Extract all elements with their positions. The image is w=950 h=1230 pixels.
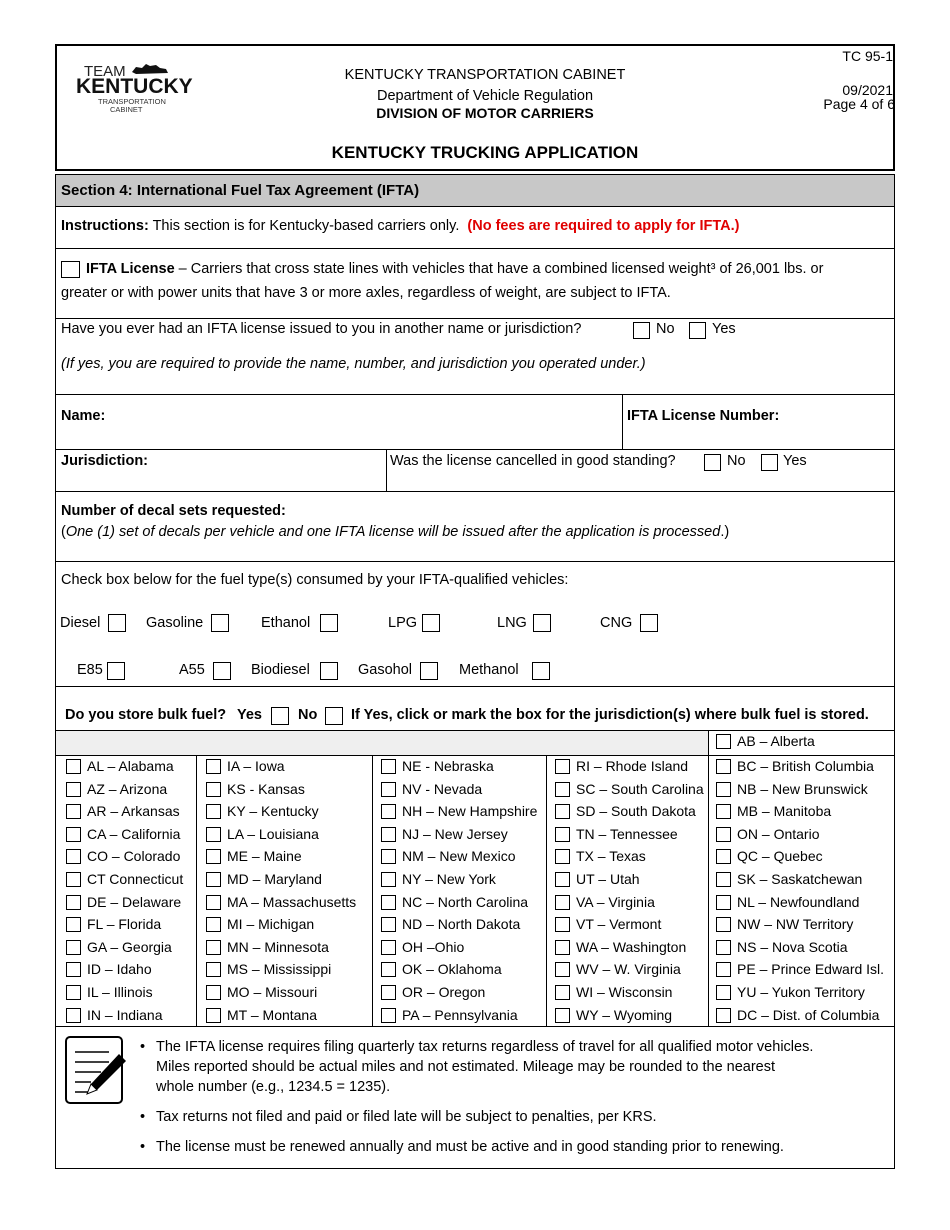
- note-text: whole number (e.g., 1234.5 = 1235).: [156, 1079, 391, 1095]
- jurisdiction-option[interactable]: [66, 936, 172, 958]
- grid-divider: [372, 755, 373, 1026]
- jurisdiction-checkbox[interactable]: [555, 759, 570, 774]
- jurisdiction-option[interactable]: [555, 891, 655, 913]
- jurisdiction-checkbox[interactable]: [206, 895, 221, 910]
- jurisdiction-option[interactable]: [381, 778, 482, 800]
- jurisdiction-checkbox[interactable]: [716, 962, 731, 977]
- jurisdiction-option[interactable]: [66, 778, 167, 800]
- jurisdiction-label: AL – Alabama: [87, 758, 174, 774]
- jurisdiction-option[interactable]: [381, 800, 537, 822]
- decal-note-open: (: [61, 524, 66, 540]
- jurisdiction-option[interactable]: [555, 1004, 672, 1026]
- jurisdiction-checkbox[interactable]: [381, 872, 396, 887]
- notes-list: [138, 1037, 878, 1167]
- decal-note-text: One (1) set of decals per vehicle and one IFTA license will be issued after the application is processed: [65, 524, 721, 540]
- jurisdiction-checkbox[interactable]: [716, 804, 731, 819]
- jurisdiction-checkbox[interactable]: [66, 872, 81, 887]
- jurisdiction-label: NH – New Hampshire: [402, 803, 538, 820]
- divider: [56, 561, 894, 562]
- jurisdiction-option[interactable]: [66, 823, 180, 845]
- divider: [56, 318, 894, 319]
- bulk-question: Do you store bulk fuel?: [65, 707, 227, 723]
- ifta-license-text: – Carriers that cross state lines with vehicles that have a combined licensed weight³ of 26,001 lbs. or: [174, 261, 824, 277]
- note-text: • The license must be renewed annually and must be active and in good standing prior to renewing.: [156, 1139, 784, 1155]
- jurisdiction-label: NM – New Mexico: [402, 848, 516, 865]
- jurisdiction-label: DE – Delaware: [87, 893, 182, 910]
- jurisdiction-label: AB – Alberta: [737, 733, 815, 749]
- jurisdiction-label: TX – Texas: [576, 848, 646, 865]
- jurisdiction-checkbox[interactable]: [716, 895, 731, 910]
- decal-label: Number of decal sets requested:: [61, 503, 286, 519]
- jurisdiction-checkbox[interactable]: [206, 827, 221, 842]
- jurisdiction-checkbox[interactable]: [381, 827, 396, 842]
- jurisdiction-checkbox[interactable]: [555, 782, 570, 797]
- jurisdiction-label: LA – Louisiana: [227, 825, 319, 842]
- jurisdiction-checkbox[interactable]: [206, 759, 221, 774]
- divider: [56, 449, 894, 450]
- jurisdiction-option[interactable]: [206, 823, 319, 845]
- fuel-gasoline-checkbox[interactable]: [211, 614, 229, 632]
- jurisdiction-label: ID – Idaho: [87, 961, 152, 978]
- jurisdiction-checkbox[interactable]: [381, 962, 396, 977]
- jurisdiction-option[interactable]: [66, 800, 180, 822]
- prior-license-no-checkbox[interactable]: [633, 322, 650, 339]
- jurisdiction-checkbox[interactable]: [381, 849, 396, 864]
- jurisdiction-checkbox[interactable]: [66, 849, 81, 864]
- svg-text:KENTUCKY: KENTUCKY: [76, 75, 193, 98]
- jurisdiction-option[interactable]: [555, 868, 640, 890]
- divider: [56, 248, 894, 249]
- jurisdiction-option[interactable]: [555, 936, 686, 958]
- jurisdiction-option[interactable]: [381, 823, 508, 845]
- jurisdiction-checkbox[interactable]: [381, 917, 396, 932]
- jurisdiction-option[interactable]: [206, 981, 317, 1003]
- fuel-label-gasohol: Gasohol: [358, 662, 413, 678]
- jurisdiction-option[interactable]: [555, 958, 681, 980]
- jurisdiction-label: KY – Kentucky: [227, 803, 319, 820]
- instructions-text: This section is for Kentucky-based carriers only.: [148, 218, 460, 234]
- ifta-license-label: IFTA License: [86, 261, 175, 277]
- jurisdiction-checkbox[interactable]: [716, 734, 731, 749]
- fuel-label-lng: LNG: [497, 615, 527, 631]
- prior-license-note: (If yes, you are required to provide the name, number, and jurisdiction you operated under.): [61, 356, 646, 372]
- agency-name: KENTUCKY TRANSPORTATION CABINET: [344, 67, 626, 83]
- jurisdiction-option[interactable]: [555, 981, 672, 1003]
- jurisdiction-checkbox[interactable]: [381, 782, 396, 797]
- jurisdiction-option[interactable]: [716, 778, 868, 800]
- divider: [56, 394, 894, 395]
- ifta-number-label: IFTA License Number:: [627, 408, 780, 424]
- divider: [56, 491, 894, 492]
- jurisdiction-label: MB – Manitoba: [737, 803, 832, 820]
- note-item: [138, 1137, 878, 1157]
- jurisdiction-label: MA – Massachusetts: [227, 893, 357, 910]
- divider: [386, 449, 387, 491]
- jurisdiction-checkbox[interactable]: [555, 917, 570, 932]
- jurisdiction-label: NB – New Brunswick: [737, 780, 868, 797]
- jurisdiction-option[interactable]: [381, 868, 496, 890]
- jurisdiction-label: WY – Wyoming: [576, 1006, 673, 1023]
- form-number: TC 95-1: [842, 48, 893, 64]
- decal-note: [61, 524, 729, 540]
- jurisdiction-option[interactable]: [555, 800, 696, 822]
- jurisdiction-option[interactable]: [206, 868, 322, 890]
- jurisdiction-label: NW – NW Territory: [737, 916, 854, 933]
- jurisdiction-option[interactable]: [206, 755, 285, 777]
- jurisdiction-label: MD – Maryland: [227, 871, 322, 887]
- jurisdiction-label: SD – South Dakota: [576, 803, 696, 820]
- jurisdiction-checkbox[interactable]: [381, 759, 396, 774]
- fuel-instruction: Check box below for the fuel type(s) consumed by your IFTA-qualified vehicles:: [61, 572, 569, 588]
- jurisdiction-option[interactable]: [381, 1004, 518, 1026]
- jurisdiction-label: MS – Mississippi: [227, 961, 332, 978]
- jurisdiction-label: IN – Indiana: [87, 1006, 163, 1023]
- jurisdiction-label: MT – Montana: [227, 1006, 318, 1023]
- jurisdiction-label: NY – New York: [402, 871, 496, 887]
- jurisdiction-checkbox[interactable]: [716, 872, 731, 887]
- cancelled-yes-label: Yes: [783, 453, 807, 469]
- jurisdiction-checkbox[interactable]: [555, 804, 570, 819]
- jurisdiction-option[interactable]: [381, 936, 464, 958]
- jurisdiction-checkbox[interactable]: [66, 940, 81, 955]
- jurisdiction-label: AZ – Arizona: [87, 780, 168, 797]
- jurisdiction-checkbox[interactable]: [206, 804, 221, 819]
- fuel-gasohol-checkbox[interactable]: [420, 662, 438, 680]
- jurisdiction-checkbox[interactable]: [66, 759, 81, 774]
- jurisdiction-label: FL – Florida: [87, 916, 162, 933]
- prior-license-question: Have you ever had an IFTA license issued to you in another name or jurisdiction?: [61, 321, 582, 337]
- jurisdiction-label: WI – Wisconsin: [576, 984, 673, 1000]
- fuel-e85-checkbox[interactable]: [107, 662, 125, 680]
- jurisdiction-option[interactable]: [206, 1004, 317, 1026]
- svg-text:TEAM: TEAM: [84, 63, 126, 80]
- jurisdiction-checkbox[interactable]: [381, 804, 396, 819]
- fuel-a55-checkbox[interactable]: [213, 662, 231, 680]
- jurisdiction-label: BC – British Columbia: [737, 758, 874, 774]
- fuel-label-cng: CNG: [600, 615, 633, 631]
- jurisdiction-label: QC – Quebec: [737, 848, 823, 865]
- jurisdiction-checkbox[interactable]: [66, 917, 81, 932]
- jurisdiction-checkbox[interactable]: [555, 872, 570, 887]
- jurisdiction-option[interactable]: [381, 958, 502, 980]
- notepad-pencil-icon: [65, 1036, 127, 1110]
- fuel-ethanol-checkbox[interactable]: [320, 614, 338, 632]
- jurisdiction-checkbox[interactable]: [66, 782, 81, 797]
- jurisdiction-option[interactable]: [716, 981, 865, 1003]
- jurisdiction-option[interactable]: [381, 981, 485, 1003]
- grid-header-row: [56, 731, 708, 756]
- jurisdiction-option[interactable]: [555, 778, 704, 800]
- fuel-biodiesel-checkbox[interactable]: [320, 662, 338, 680]
- jurisdiction-checkbox[interactable]: [555, 849, 570, 864]
- department-name: Department of Vehicle Regulation: [376, 88, 594, 104]
- jurisdiction-label: YU – Yukon Territory: [737, 984, 865, 1000]
- jurisdiction-label: TN – Tennessee: [576, 825, 678, 842]
- jurisdiction-label: NS – Nova Scotia: [737, 938, 848, 955]
- jurisdiction-label: MO – Missouri: [227, 984, 318, 1000]
- fuel-label-gasoline: Gasoline: [146, 615, 204, 631]
- jurisdiction-option[interactable]: [381, 891, 528, 913]
- fuel-diesel-checkbox[interactable]: [108, 614, 126, 632]
- ifta-license-line1: [86, 261, 823, 277]
- jurisdiction-option[interactable]: [66, 755, 174, 777]
- jurisdiction-label: DC – Dist. of Columbia: [737, 1006, 880, 1023]
- jurisdiction-checkbox[interactable]: [206, 849, 221, 864]
- cancelled-no-label: No: [727, 453, 746, 469]
- jurisdiction-label: Jurisdiction:: [61, 453, 149, 469]
- page-number: Page 4 of 6: [823, 96, 895, 112]
- jurisdiction-label: RI – Rhode Island: [576, 758, 689, 774]
- jurisdiction-checkbox[interactable]: [66, 985, 81, 1000]
- grid-divider: [546, 755, 547, 1026]
- jurisdiction-checkbox[interactable]: [555, 962, 570, 977]
- svg-text:CABINET: CABINET: [110, 105, 143, 114]
- jurisdiction-option[interactable]: [555, 913, 661, 935]
- jurisdiction-option[interactable]: [716, 823, 819, 845]
- jurisdiction-checkbox[interactable]: [716, 940, 731, 955]
- jurisdiction-checkbox[interactable]: [381, 1008, 396, 1023]
- jurisdiction-checkbox[interactable]: [716, 985, 731, 1000]
- fuel-label-a55: A55: [179, 662, 205, 678]
- bulk-yes-label: Yes: [237, 707, 262, 723]
- jurisdiction-label: SK – Saskatchewan: [737, 871, 863, 887]
- jurisdiction-label: VT – Vermont: [576, 916, 662, 933]
- jurisdiction-option[interactable]: [206, 800, 319, 822]
- jurisdiction-option[interactable]: [716, 1004, 879, 1026]
- jurisdiction-checkbox[interactable]: [555, 940, 570, 955]
- jurisdiction-option[interactable]: [206, 891, 356, 913]
- cancelled-question: Was the license cancelled in good standing?: [390, 453, 676, 469]
- jurisdiction-label: OK – Oklahoma: [402, 961, 502, 978]
- jurisdiction-label: AR – Arkansas: [87, 803, 180, 820]
- jurisdiction-option[interactable]: [716, 891, 859, 913]
- jurisdiction-ab[interactable]: [716, 730, 815, 752]
- jurisdiction-label: NL – Newfoundland: [737, 893, 860, 910]
- note-item: [138, 1037, 878, 1097]
- jurisdiction-checkbox[interactable]: [206, 782, 221, 797]
- bulk-no-checkbox[interactable]: [325, 707, 343, 725]
- fuel-lpg-checkbox[interactable]: [422, 614, 440, 632]
- prior-license-no-label: No: [656, 321, 675, 337]
- jurisdiction-checkbox[interactable]: [206, 962, 221, 977]
- jurisdiction-option[interactable]: [716, 845, 823, 867]
- jurisdiction-checkbox[interactable]: [66, 895, 81, 910]
- jurisdiction-option[interactable]: [206, 845, 302, 867]
- jurisdiction-label: OH –Ohio: [402, 938, 465, 955]
- jurisdiction-label: NJ – New Jersey: [402, 825, 508, 842]
- jurisdiction-checkbox[interactable]: [555, 895, 570, 910]
- fuel-methanol-checkbox[interactable]: [532, 662, 550, 680]
- fuel-label-diesel: Diesel: [60, 615, 101, 631]
- jurisdiction-checkbox[interactable]: [206, 985, 221, 1000]
- prior-license-yes-checkbox[interactable]: [689, 322, 706, 339]
- jurisdiction-label: NV - Nevada: [402, 780, 483, 797]
- jurisdiction-checkbox[interactable]: [381, 895, 396, 910]
- form-title: KENTUCKY TRUCKING APPLICATION: [331, 143, 639, 162]
- jurisdiction-label: UT – Utah: [576, 871, 640, 887]
- jurisdiction-label: ON – Ontario: [737, 825, 820, 842]
- bulk-instruction: If Yes, click or mark the box for the jurisdiction(s) where bulk fuel is stored.: [351, 707, 869, 723]
- fuel-cng-checkbox[interactable]: [640, 614, 658, 632]
- cancelled-no-checkbox[interactable]: [704, 454, 721, 471]
- jurisdiction-option[interactable]: [555, 755, 688, 777]
- jurisdiction-checkbox[interactable]: [716, 1008, 731, 1023]
- jurisdiction-checkbox[interactable]: [66, 962, 81, 977]
- jurisdiction-label: OR – Oregon: [402, 984, 486, 1000]
- jurisdiction-label: IL – Illinois: [87, 984, 153, 1000]
- jurisdiction-option[interactable]: [381, 755, 494, 777]
- grid-divider: [708, 730, 709, 1026]
- jurisdiction-option[interactable]: [206, 913, 314, 935]
- jurisdiction-option[interactable]: [555, 823, 678, 845]
- jurisdiction-checkbox[interactable]: [716, 917, 731, 932]
- jurisdiction-checkbox[interactable]: [206, 872, 221, 887]
- jurisdiction-option[interactable]: [716, 936, 848, 958]
- jurisdiction-label: CO – Colorado: [87, 848, 181, 865]
- fuel-label-ethanol: Ethanol: [261, 615, 311, 631]
- jurisdiction-option[interactable]: [381, 845, 516, 867]
- jurisdiction-label: MI – Michigan: [227, 916, 315, 933]
- note-text: • Tax returns not filed and paid or filed late will be subject to penalties, per KRS.: [156, 1109, 657, 1125]
- jurisdiction-label: WA – Washington: [576, 938, 687, 955]
- jurisdiction-option[interactable]: [66, 913, 161, 935]
- ifta-license-checkbox[interactable]: [61, 261, 80, 278]
- jurisdiction-option[interactable]: [66, 845, 180, 867]
- jurisdiction-checkbox[interactable]: [206, 917, 221, 932]
- jurisdiction-checkbox[interactable]: [555, 827, 570, 842]
- note-text: • The IFTA license requires filing quarterly tax returns regardless of travel for all qualified motor vehicles.: [156, 1039, 814, 1055]
- ifta-license-line2: greater or with power units that have 3 or more axles, regardless of weight, are subject to IFTA.: [61, 285, 671, 301]
- no-fee-notice: (No fees are required to apply for IFTA.): [467, 218, 740, 234]
- jurisdiction-option[interactable]: [66, 868, 183, 890]
- name-input[interactable]: [110, 398, 618, 446]
- svg-text:TRANSPORTATION: TRANSPORTATION: [98, 97, 166, 106]
- jurisdiction-checkbox[interactable]: [716, 782, 731, 797]
- jurisdiction-option[interactable]: [206, 778, 305, 800]
- cancelled-yes-checkbox[interactable]: [761, 454, 778, 471]
- jurisdiction-label: MN – Minnesota: [227, 938, 329, 955]
- jurisdiction-label: SC – South Carolina: [576, 780, 704, 797]
- jurisdiction-label: ME – Maine: [227, 848, 302, 865]
- jurisdiction-checkbox[interactable]: [381, 940, 396, 955]
- fuel-label-lpg: LPG: [388, 615, 418, 631]
- jurisdiction-label: GA – Georgia: [87, 938, 172, 955]
- jurisdiction-option[interactable]: [206, 936, 329, 958]
- jurisdiction-option[interactable]: [555, 845, 646, 867]
- jurisdiction-label: ND – North Dakota: [402, 916, 521, 933]
- jurisdiction-checkbox[interactable]: [555, 1008, 570, 1023]
- jurisdiction-option[interactable]: [716, 868, 862, 890]
- jurisdiction-option[interactable]: [66, 1004, 163, 1026]
- jurisdiction-label: KS - Kansas: [227, 780, 305, 797]
- jurisdiction-label: CT Connecticut: [87, 871, 184, 887]
- jurisdiction-checkbox[interactable]: [381, 985, 396, 1000]
- jurisdiction-checkbox[interactable]: [206, 1008, 221, 1023]
- jurisdiction-option[interactable]: [716, 800, 831, 822]
- instructions: [61, 218, 739, 234]
- decal-note-close: .): [720, 524, 730, 540]
- jurisdiction-checkbox[interactable]: [66, 1008, 81, 1023]
- divider: [622, 394, 623, 449]
- jurisdiction-option[interactable]: [206, 958, 331, 980]
- jurisdiction-label: VA – Virginia: [576, 893, 655, 910]
- instructions-label: Instructions:: [61, 218, 149, 234]
- jurisdiction-checkbox[interactable]: [66, 827, 81, 842]
- jurisdiction-label: CA – California: [87, 825, 181, 842]
- jurisdiction-option[interactable]: [66, 891, 181, 913]
- jurisdiction-label: NC – North Carolina: [402, 893, 529, 910]
- fuel-label-biodiesel: Biodiesel: [251, 662, 310, 678]
- note-text: Miles reported should be actual miles and not estimated. Mileage may be rounded to the nearest: [156, 1059, 776, 1075]
- jurisdiction-checkbox[interactable]: [66, 804, 81, 819]
- bulk-yes-checkbox[interactable]: [271, 707, 289, 725]
- jurisdiction-option[interactable]: [716, 755, 874, 777]
- jurisdiction-label: NE - Nebraska: [402, 758, 494, 774]
- jurisdiction-checkbox[interactable]: [716, 827, 731, 842]
- jurisdiction-checkbox[interactable]: [555, 985, 570, 1000]
- jurisdiction-label: PA – Pennsylvania: [402, 1006, 518, 1023]
- jurisdiction-option[interactable]: [66, 958, 152, 980]
- fuel-lng-checkbox[interactable]: [533, 614, 551, 632]
- bulk-no-label: No: [298, 707, 318, 723]
- section-title: Section 4: International Fuel Tax Agreement (IFTA): [61, 182, 420, 199]
- grid-divider: [56, 1026, 894, 1027]
- jurisdiction-label: PE – Prince Edward Isl.: [737, 961, 885, 978]
- note-item: [138, 1107, 878, 1127]
- fuel-label-e85: E85: [77, 662, 103, 678]
- jurisdiction-label: WV – W. Virginia: [576, 961, 681, 978]
- jurisdiction-option[interactable]: [66, 981, 153, 1003]
- name-label: Name:: [61, 408, 106, 424]
- jurisdiction-option[interactable]: [716, 958, 884, 980]
- division-name: DIVISION OF MOTOR CARRIERS: [376, 105, 594, 121]
- jurisdiction-option[interactable]: [381, 913, 520, 935]
- jurisdiction-option[interactable]: [716, 913, 853, 935]
- jurisdiction-label: IA – Iowa: [227, 758, 285, 774]
- jurisdiction-checkbox[interactable]: [206, 940, 221, 955]
- fuel-label-methanol: Methanol: [459, 662, 519, 678]
- jurisdiction-checkbox[interactable]: [716, 849, 731, 864]
- form-date: 09/2021: [842, 82, 893, 98]
- prior-license-yes-label: Yes: [712, 321, 736, 337]
- team-kentucky-logo: [76, 60, 193, 120]
- kentucky-logo-icon: [76, 60, 193, 116]
- grid-divider: [196, 755, 197, 1026]
- jurisdiction-checkbox[interactable]: [716, 759, 731, 774]
- divider: [56, 686, 894, 687]
